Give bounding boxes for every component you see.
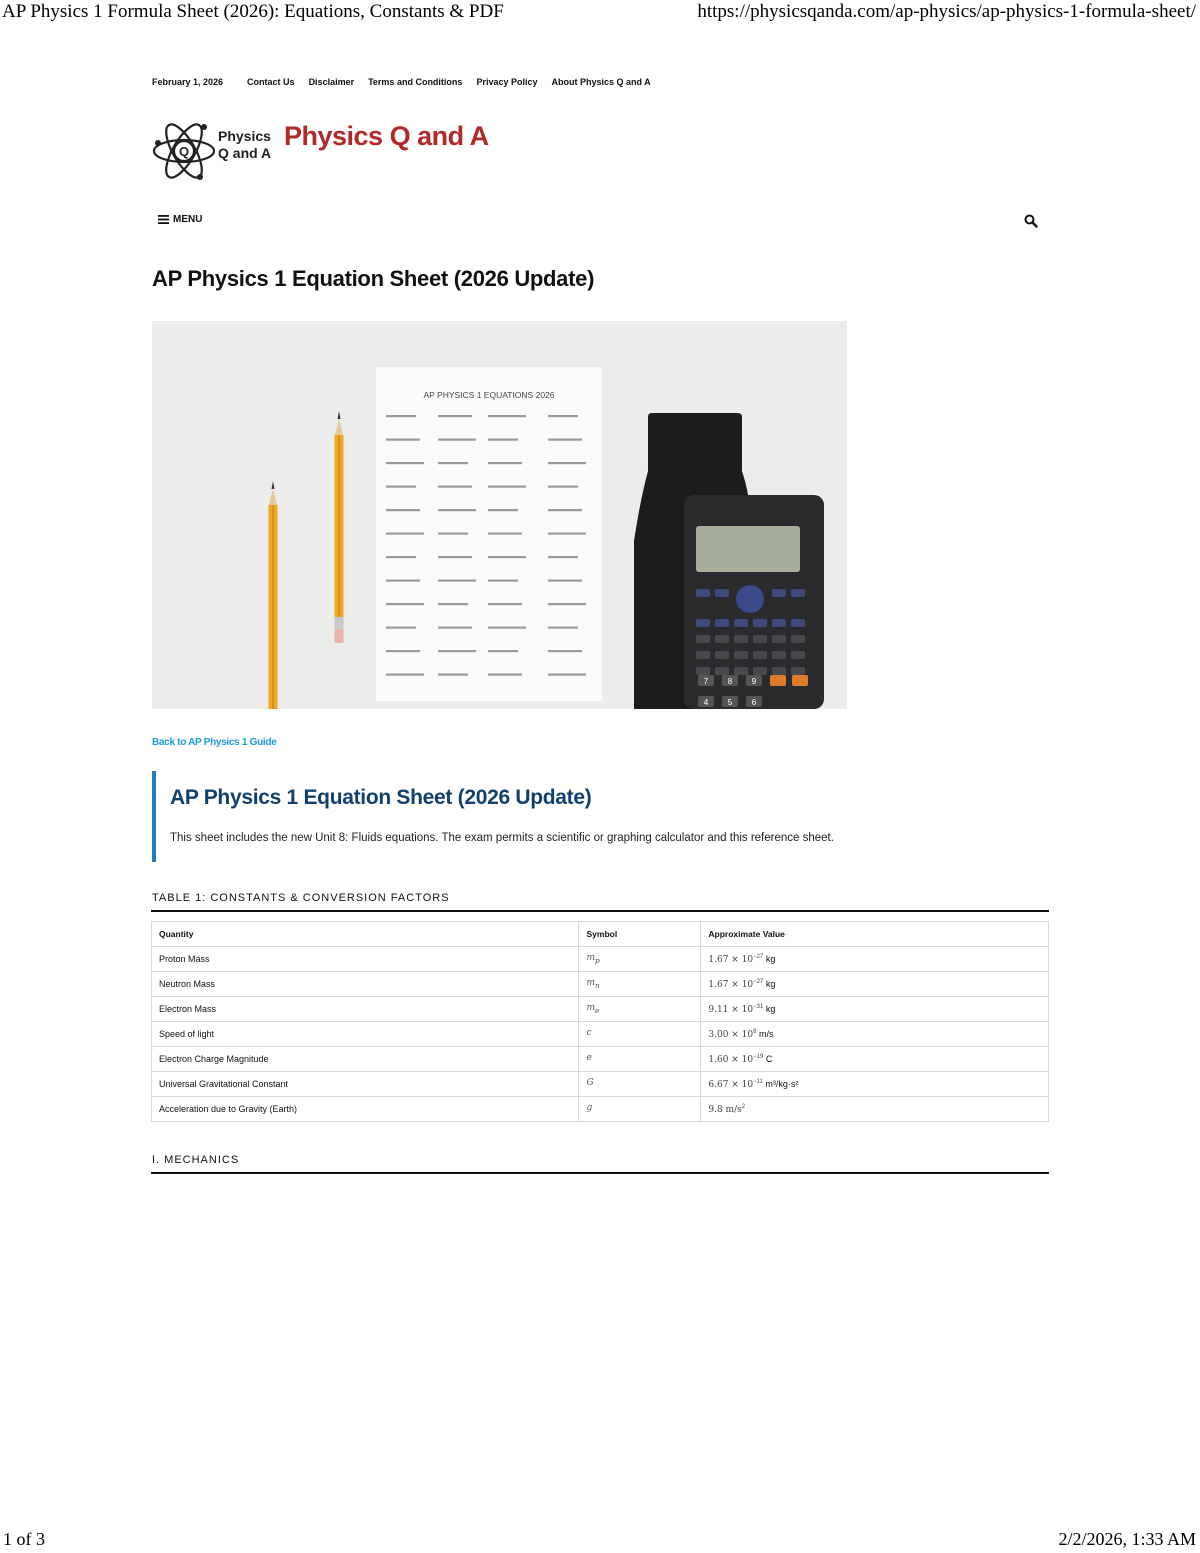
table-header-row — [152, 922, 1049, 947]
logo-mark-text: Physics Q and A — [218, 128, 272, 161]
quantity-cell: Electron Charge Magnitude — [152, 1047, 579, 1072]
table-row — [152, 1097, 1049, 1122]
quantity-cell: Electron Mass — [152, 997, 579, 1022]
value-cell: $1.67 \times 10^{-27}$ kg — [701, 947, 1049, 972]
col-header-value: Approximate Value — [701, 922, 1049, 947]
value-cell: $3.00 \times 10^8$ m/s — [701, 1022, 1049, 1047]
quantity-cell: Acceleration due to Gravity (Earth) — [152, 1097, 579, 1122]
table-row — [152, 1072, 1049, 1097]
site-logo[interactable] — [152, 115, 512, 187]
value-cell: $1.60 \times 10^{-19}$ C — [701, 1047, 1049, 1072]
print-header — [0, 0, 1200, 28]
quantity-cell: Proton Mass — [152, 947, 579, 972]
menu-label: MENU — [173, 214, 203, 225]
search-icon[interactable] — [1024, 214, 1038, 228]
symbol-cell: $m_p$ — [579, 947, 701, 972]
logo-mark-letter: Q — [178, 144, 190, 159]
symbol-cell: G — [579, 1072, 701, 1097]
symbol-cell: g — [579, 1097, 701, 1122]
site-name: Physics Q and A — [284, 121, 489, 151]
table-row — [152, 972, 1049, 997]
section-mechanics-label: I. MECHANICS — [152, 1154, 240, 1166]
callout-heading: AP Physics 1 Equation Sheet (2026 Update) — [170, 786, 592, 809]
print-page-title: AP Physics 1 Formula Sheet (2026): Equations, Constants & PDF — [2, 1, 504, 22]
pencil-left — [269, 481, 278, 709]
post-date: February 1, 2026 — [152, 77, 224, 87]
pencil-right — [335, 411, 344, 643]
hamburger-icon — [158, 215, 169, 224]
menu-bar — [152, 214, 1038, 232]
quantity-cell: Speed of light — [152, 1022, 579, 1047]
symbol-cell: $m_e$ — [579, 997, 701, 1022]
print-datetime: 2/2/2026, 1:33 AM — [1058, 1529, 1196, 1549]
svg-text:8: 8 — [727, 677, 733, 686]
symbol-cell: $m_n$ — [579, 972, 701, 997]
nav-link-terms[interactable]: Terms and Conditions — [368, 77, 463, 87]
svg-text:5: 5 — [727, 698, 733, 707]
value-cell: $6.67 \times 10^{-11}$ m³/kg·s² — [701, 1072, 1049, 1097]
svg-text:7: 7 — [703, 677, 709, 686]
top-nav — [152, 77, 651, 87]
calculator-screen — [696, 526, 800, 572]
print-page-url: https://physicsqanda.com/ap-physics/ap-physics-1-formula-sheet/ — [697, 1, 1196, 22]
symbol-cell: c — [579, 1022, 701, 1047]
value-cell: $9.11 \times 10^{-31}$ kg — [701, 997, 1049, 1022]
equation-sheet-title: AP PHYSICS 1 EQUATIONS 2026 — [423, 390, 555, 400]
table-row — [152, 997, 1049, 1022]
print-page-number: 1 of 3 — [3, 1529, 45, 1549]
col-header-symbol: Symbol — [579, 922, 701, 947]
hero-image — [152, 321, 847, 709]
atom-icon — [152, 115, 218, 185]
svg-text:9: 9 — [751, 677, 757, 686]
nav-link-disclaimer[interactable]: Disclaimer — [308, 77, 355, 87]
section-mechanics-rule — [151, 1172, 1049, 1174]
symbol-cell: e — [579, 1047, 701, 1072]
nav-link-about[interactable]: About Physics Q and A — [551, 77, 651, 87]
back-to-guide-link[interactable]: Back to AP Physics 1 Guide — [152, 737, 277, 748]
table1-rule — [151, 910, 1049, 912]
intro-callout — [152, 771, 1036, 862]
table-row — [152, 1047, 1049, 1072]
callout-text: This sheet includes the new Unit 8: Fluids equations. The exam permits a scientific or graphing calculator and this reference sheet. — [170, 832, 834, 844]
table-row — [152, 947, 1049, 972]
svg-text:4: 4 — [703, 698, 709, 707]
page-title: AP Physics 1 Equation Sheet (2026 Update) — [152, 266, 595, 291]
value-cell: 9.8 $m/s^2$ — [701, 1097, 1049, 1122]
quantity-cell: Universal Gravitational Constant — [152, 1072, 579, 1097]
col-header-quantity: Quantity — [152, 922, 579, 947]
constants-table — [151, 921, 1049, 1122]
table-row — [152, 1022, 1049, 1047]
value-cell: $1.67 \times 10^{-27}$ kg — [701, 972, 1049, 997]
print-footer — [0, 1525, 1200, 1553]
table1-label: TABLE 1: CONSTANTS & CONVERSION FACTORS — [152, 892, 450, 904]
menu-button[interactable] — [158, 214, 202, 225]
svg-text:6: 6 — [751, 698, 757, 707]
nav-link-contact[interactable]: Contact Us — [247, 77, 295, 87]
nav-link-privacy[interactable]: Privacy Policy — [476, 77, 538, 87]
quantity-cell: Neutron Mass — [152, 972, 579, 997]
